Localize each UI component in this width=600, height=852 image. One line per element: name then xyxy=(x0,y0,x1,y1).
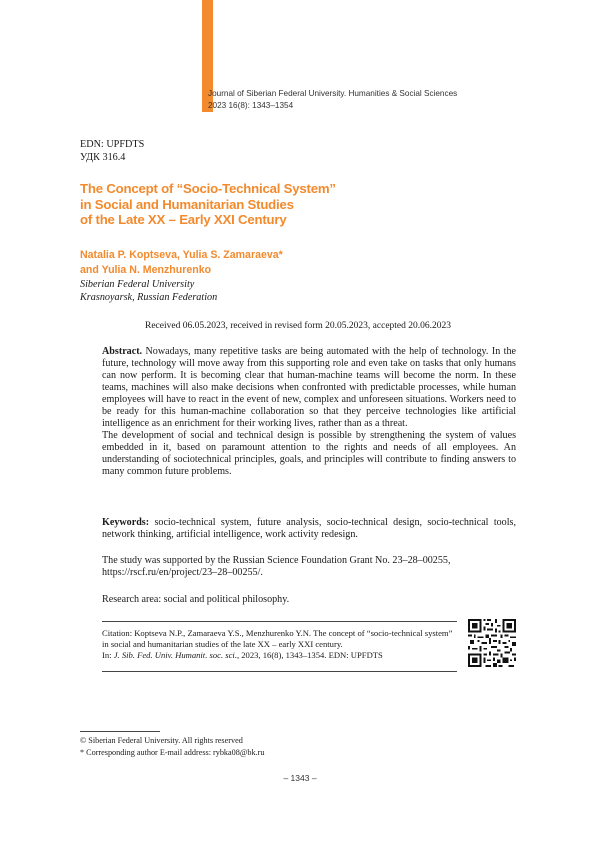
title-line: in Social and Humanitarian Studies xyxy=(80,196,294,212)
citation-journal: J. Sib. Fed. Univ. Humanit. soc. sci xyxy=(113,650,235,660)
copyright-note: © Siberian Federal University. All rights reserved xyxy=(80,736,243,745)
author-list xyxy=(80,248,410,278)
citation-text: Citation: Koptseva N.P., Zamaraeva Y.S., Menzhurenko Y.N. The concept of “socio-technical system” in social and humanitarian studies of the late XX – early XXI century. xyxy=(102,628,453,649)
citation-prefix: In: xyxy=(102,650,114,660)
abstract-paragraph: The development of social and technical design is possible by strengthening the system of values embedded in it, based on paramount attention to the rights and needs of all employees. An understanding of sociotechnical principles, goals, and principles will contribute to finding answers to many common future problems. xyxy=(102,430,516,478)
keywords xyxy=(102,517,516,541)
footnote-rule xyxy=(80,731,160,732)
qr-code xyxy=(468,619,516,667)
citation-bottom-rule xyxy=(102,671,457,672)
affiliation-university: Siberian Federal University xyxy=(80,279,195,290)
edn-code: EDN: UPFDTS xyxy=(80,139,145,150)
citation-top-rule xyxy=(102,621,457,622)
article-title xyxy=(80,181,410,228)
keywords-label: Keywords: xyxy=(102,517,150,528)
udk-code: УДК 316.4 xyxy=(80,152,126,163)
research-area: Research area: social and political philosophy. xyxy=(102,594,290,605)
journal-header xyxy=(208,88,457,112)
keywords-text: socio-technical system, future analysis, socio-technical design, socio-technical tools, network thinking, artificial intelligence, work activity redesign. xyxy=(102,517,516,541)
journal-issue: 2023 16(8): 1343–1354 xyxy=(208,101,294,110)
corresponding-author-note: * Corresponding author E-mail address: rybka08@bk.ru xyxy=(80,747,265,757)
footnotes xyxy=(80,735,264,758)
authors-line: and Yulia N. Menzhurenko xyxy=(80,264,212,276)
abstract xyxy=(102,346,516,479)
abstract-label: Abstract. xyxy=(102,346,143,357)
received-dates: Received 06.05.2023, received in revised form 20.05.2023, accepted 20.06.2023 xyxy=(145,321,452,331)
abstract-text: Nowadays, many repetitive tasks are being automated with the help of technology. In the future, technology will move away from this supporting role and even take on tasks that only humans can now perform. It is becoming clear that human-machine teams will become the norm. In these teams, machines will also make decisions when confronted with predictable processes, while human employees will have to react in the event of new, complex and unforeseen situations. Workers need to be ready for this human-machine collaboration so that they perceive technologies like artificial intelligence as an enrichment for their working lives, rather than as a threat. xyxy=(102,346,516,430)
citation-block xyxy=(102,628,457,661)
title-line: of the Late XX – Early XXI Century xyxy=(80,212,287,227)
affiliation-location: Krasnoyarsk, Russian Federation xyxy=(80,292,218,303)
page-number: – 1343 – xyxy=(283,773,317,783)
journal-name: Journal of Siberian Federal University. Humanities & Social Sciences xyxy=(208,89,458,98)
abstract-paragraph xyxy=(102,346,516,430)
funding-note: The study was supported by the Russian Science Foundation Grant No. 23–28–00255, https://rscf.ru/en/project/23–28–00255/. xyxy=(102,555,451,579)
title-line: The Concept of “Socio-Technical System” xyxy=(80,181,336,196)
authors-line: Natalia P. Koptseva, Yulia S. Zamaraeva* xyxy=(80,249,283,261)
citation-suffix: ., 2023, 16(8), 1343–1354. EDN: UPFDTS xyxy=(234,650,383,660)
